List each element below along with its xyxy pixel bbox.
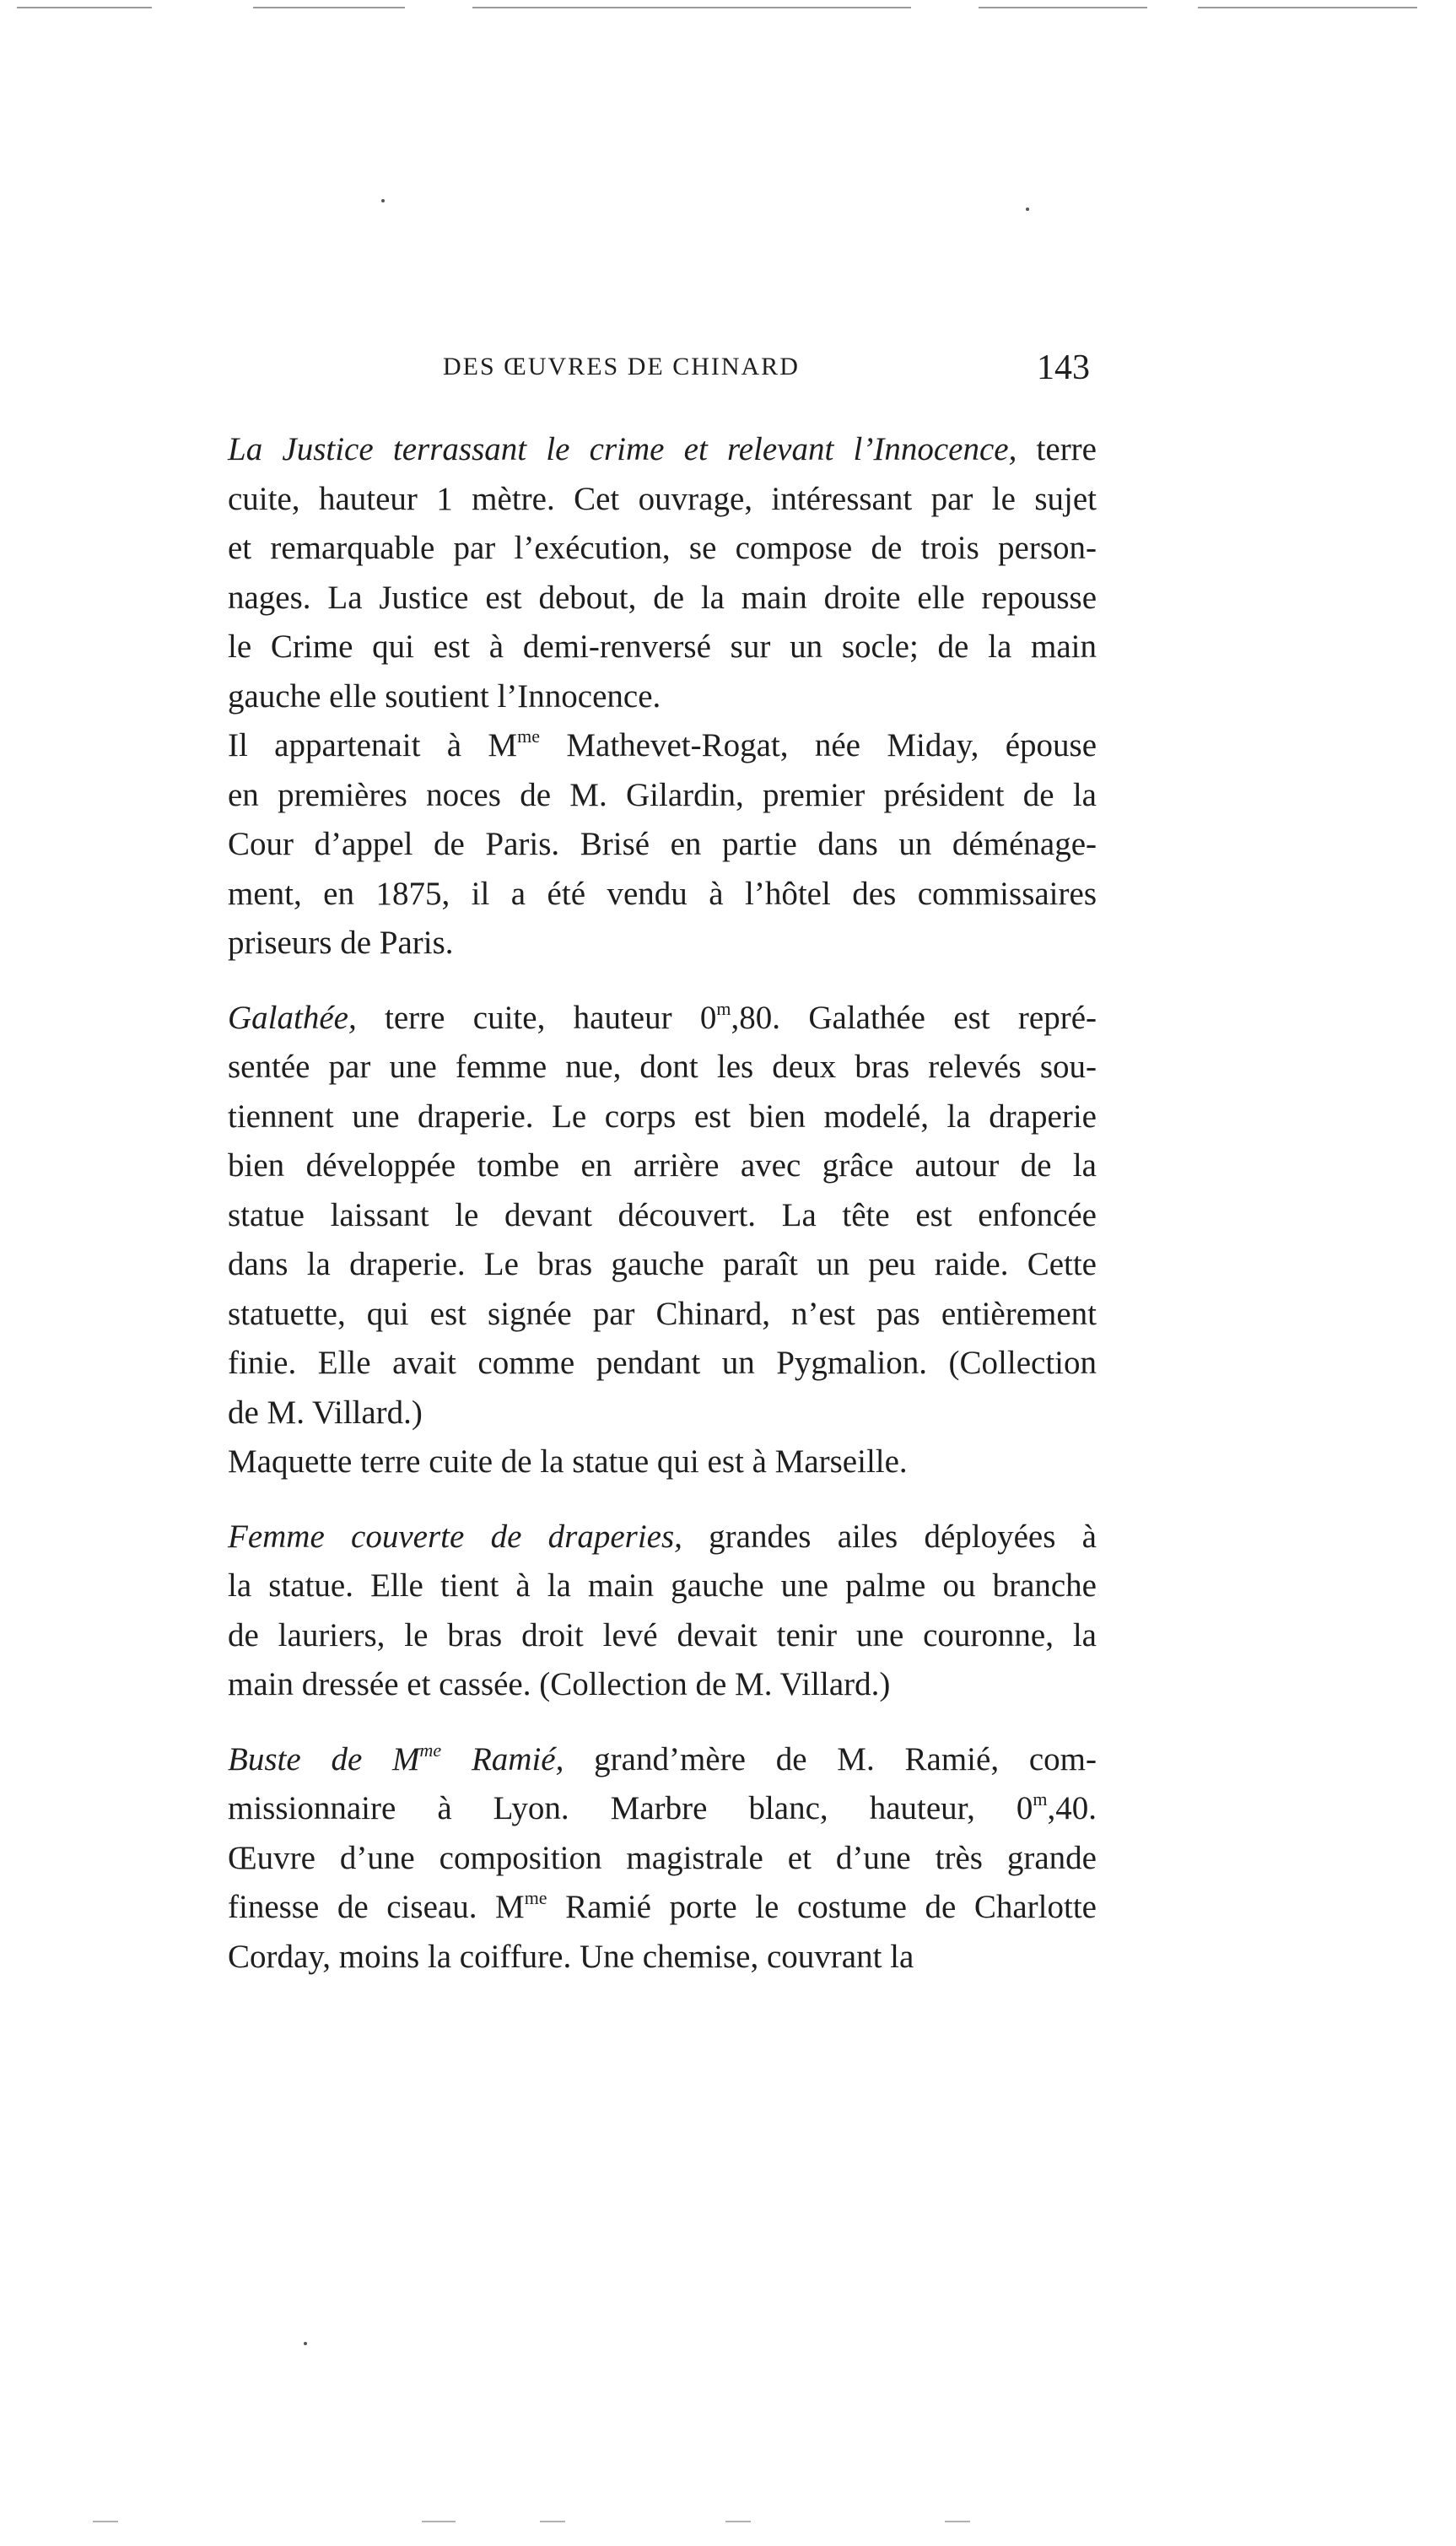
italic-title [228, 1518, 682, 1555]
italic-title [228, 1741, 564, 1777]
text-run: sentée par une femme nue, dont les deux bras relevés sou- [228, 1049, 1097, 1085]
superscript: me [524, 1887, 547, 1908]
text-run: statue laissant le devant découvert. La tête est enfoncée [228, 1196, 1097, 1233]
text-line [228, 994, 1097, 1044]
text-run: missionnaire à Lyon. Marbre blanc, hauteur, 0 [228, 1790, 1033, 1826]
page-header [228, 348, 1097, 398]
text-run: cuite, hauteur 1 mètre. Cet ouvrage, intéressant par le sujet [228, 480, 1097, 517]
italic-run: Femme couverte de draperies, [228, 1518, 682, 1555]
text-line [228, 820, 1097, 870]
text-run: ,80. Galathée est repré- [731, 999, 1097, 1036]
text-line [228, 1290, 1097, 1340]
text-run: tiennent une draperie. Le corps est bien modelé, la draperie [228, 1098, 1097, 1135]
text-run: grand’mère de M. Ramié, com- [564, 1740, 1097, 1777]
text-run: en premières noces de M. Gilardin, premier président de la [228, 776, 1097, 813]
paragraph [228, 721, 1097, 968]
text-line [228, 1240, 1097, 1290]
paragraph [228, 1438, 1097, 1487]
text-line [228, 1339, 1097, 1389]
text-run: finie. Elle avait comme pendant un Pygmalion. (Collection [228, 1345, 1097, 1381]
text-run: le Crime qui est à demi-renversé sur un socle; de la main [228, 628, 1097, 665]
text-line [228, 1141, 1097, 1191]
text-line [228, 1834, 1097, 1884]
italic-title [228, 1000, 357, 1036]
text-run: terre cuite, hauteur 0 [356, 999, 717, 1036]
paragraph [228, 425, 1097, 721]
paragraph [228, 994, 1097, 1438]
superscript: me [419, 1739, 442, 1761]
text-line [228, 425, 1097, 475]
text-line [228, 1660, 1097, 1710]
text-line [228, 870, 1097, 920]
running-head: DES ŒUVRES DE CHINARD [443, 353, 800, 380]
text-line [228, 1735, 1097, 1785]
text-line [228, 475, 1097, 525]
text-run: terre [1017, 431, 1097, 467]
text-run: de lauriers, le bras droit levé devait tenir une couronne, la [228, 1616, 1097, 1653]
text-run: ment, en 1875, il a été vendu à l’hôtel des commissaires [228, 875, 1097, 912]
page-body [228, 425, 1097, 1982]
paragraph [228, 1735, 1097, 1982]
superscript: m [716, 997, 731, 1019]
text-run: Mathevet-Rogat, née Miday, épouse [539, 727, 1097, 763]
text-line [228, 1043, 1097, 1092]
text-line [228, 721, 1097, 771]
text-line [228, 574, 1097, 623]
text-line [228, 623, 1097, 672]
text-run: Il appartenait à M [228, 727, 518, 763]
text-run: grandes ailes déployées à [682, 1518, 1097, 1555]
text-line [228, 919, 1097, 968]
text-line [228, 1513, 1097, 1562]
text-line [228, 1562, 1097, 1611]
text-run: bien développée tombe en arrière avec grâce autour de la [228, 1147, 1097, 1184]
italic-run: La Justice terrassant le crime et relevant l’Innocence, [228, 431, 1017, 467]
text-line [228, 1438, 1097, 1487]
text-line [228, 1784, 1097, 1834]
text-line [228, 1611, 1097, 1661]
text-run: Ramié porte le costume de Charlotte [547, 1889, 1097, 1925]
text-run: Cour d’appel de Paris. Brisé en partie dans un déménage- [228, 826, 1097, 862]
text-run: gauche elle soutient l’Innocence. [228, 677, 661, 715]
text-run: et remarquable par l’exécution, se compose de trois person- [228, 530, 1097, 566]
text-run: main dressée et cassée. (Collection de M. Villard.) [228, 1666, 891, 1702]
italic-run: Ramié, [441, 1740, 564, 1777]
italic-run: Galathée, [228, 999, 357, 1036]
text-run: ,40. [1047, 1790, 1097, 1826]
text-run: statuette, qui est signée par Chinard, n’est pas entièrement [228, 1295, 1097, 1332]
text-line [228, 672, 1097, 722]
text-line [228, 1191, 1097, 1241]
text-line [228, 524, 1097, 574]
text-run: dans la draperie. Le bras gauche paraît un peu raide. Cette [228, 1246, 1097, 1282]
text-run: Œuvre d’une composition magistrale et d’une très grande [228, 1839, 1097, 1876]
text-run: nages. La Justice est debout, de la main droite elle repousse [228, 579, 1097, 616]
page-number: 143 [1037, 348, 1090, 387]
italic-run: Buste de M [228, 1740, 420, 1777]
text-line [228, 1933, 1097, 1982]
italic-title [228, 431, 1017, 467]
paragraph [228, 1513, 1097, 1710]
text-line [228, 1092, 1097, 1142]
text-line [228, 1389, 1097, 1438]
text-run: la statue. Elle tient à la main gauche une palme ou branche [228, 1567, 1097, 1604]
text-run: priseurs de Paris. [228, 925, 454, 961]
text-run: Corday, moins la coiffure. Une chemise, couvrant la [228, 1938, 914, 1975]
text-line [228, 1883, 1097, 1933]
text-run: Maquette terre cuite de la statue qui est à Marseille. [228, 1443, 908, 1480]
text-run: finesse de ciseau. M [228, 1889, 525, 1925]
text-run: de M. Villard.) [228, 1394, 423, 1431]
superscript: me [517, 726, 540, 747]
superscript: m [1033, 1788, 1048, 1810]
text-line [228, 771, 1097, 821]
